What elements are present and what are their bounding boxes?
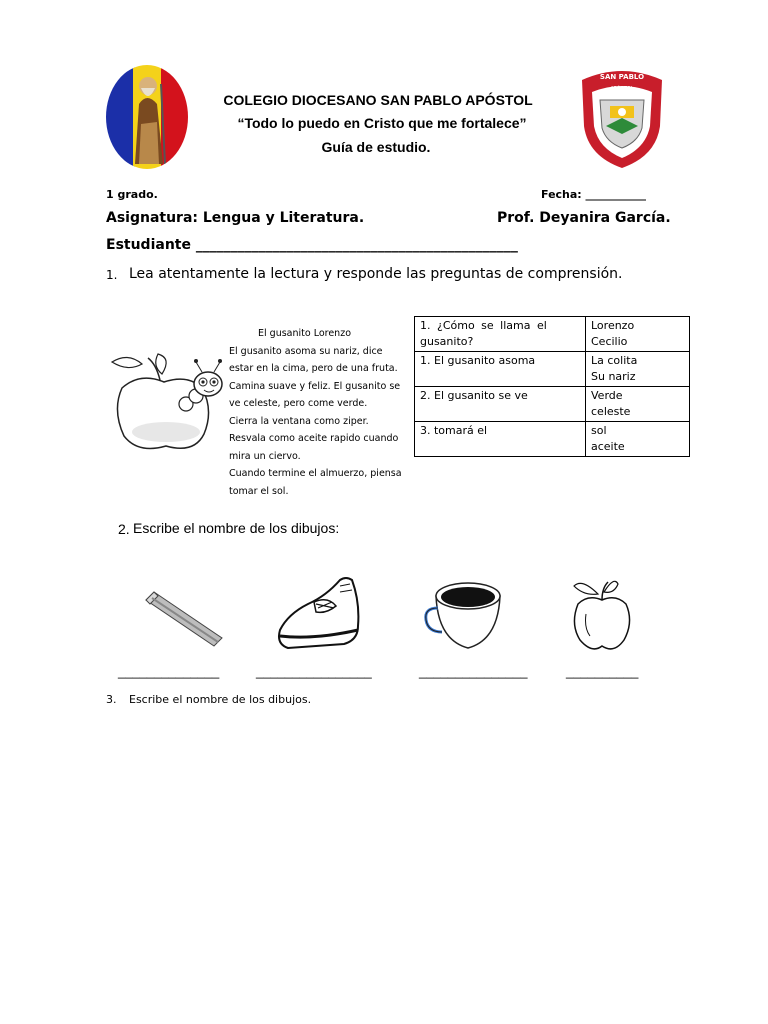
reading-line: Cierra la ventana como ziper. [229,415,369,427]
reading-line: Resvala como aceite rapido cuando [229,433,399,444]
question-text: 3. tomará el [420,424,488,437]
crest-sublabel: APÓSTOL [610,86,634,92]
answer-cell [586,352,690,387]
answer-option: aceite [591,440,625,453]
reading-line: El gusanito asoma su nariz, dice [229,345,383,357]
reading-line: estar en la cima, pero de una fruta. [229,363,398,374]
answer-blank[interactable]: __________ [566,664,639,679]
question-cell [415,422,586,457]
answer-blank[interactable]: ________________ [256,664,372,679]
subject-label: Asignatura: Lengua y Literatura. [106,210,365,226]
question-text: gusanito? [420,335,474,348]
table-row [415,387,690,422]
apple-drawing [568,574,634,652]
reading-line: Cuando termine el almuerzo, piensa [229,468,402,479]
q3-number: 3. [106,693,117,706]
cup-drawing [422,578,510,652]
chalk-drawing [140,588,224,650]
reading-line: Camina suave y feliz. El gusanito se [229,380,401,392]
school-motto: “Todo lo puedo en Cristo que me fortalece” [237,115,527,131]
reading-line: mira un ciervo. [229,450,301,462]
answer-option: celeste [591,405,631,418]
question-cell [415,387,586,422]
q2-instruction: Escribe el nombre de los dibujos: [133,520,340,536]
question-text: 2. El gusanito se ve [420,389,528,402]
crest-label: SAN PABLO [599,73,645,81]
q1-number: 1. [106,268,118,282]
question-cell [415,352,586,387]
apple-worm-illustration [108,350,232,456]
answer-blank[interactable]: _______________ [419,664,528,679]
document-title: Guía de estudio. [321,139,431,155]
answer-option: sol [591,424,607,437]
school-name: COLEGIO DIOCESANO SAN PABLO APÓSTOL [223,92,533,108]
question-cell [415,317,586,352]
answer-cell [586,387,690,422]
student-field: Estudiante ______________________________________________ [106,237,518,253]
reading-title: El gusanito Lorenzo [258,328,352,339]
shoe-drawing [274,574,362,654]
teacher-label: Prof. Deyanira García. [497,210,671,226]
question-text: 1. ¿Cómo se llama el [420,319,547,332]
answer-blank[interactable]: ______________ [118,664,220,679]
q2-number: 2. [118,521,130,537]
reading-passage [229,325,411,500]
answer-option: Cecilio [591,335,628,348]
answer-option: Verde [591,389,623,402]
date-field: Fecha: ___________ [541,188,647,201]
answer-option: Lorenzo [591,319,635,332]
table-row [415,352,690,387]
table-row [415,422,690,457]
answer-option: Su nariz [591,370,636,383]
q1-instruction: Lea atentamente la lectura y responde las preguntas de comprensión. [129,266,623,282]
reading-line: ve celeste, pero come verde. [229,398,368,409]
question-text: 1. El gusanito asoma [420,354,536,367]
answer-cell [586,422,690,457]
answer-cell [586,317,690,352]
grade-label: 1 grado. [106,188,158,201]
comprehension-table [414,316,690,457]
answer-option: La colita [591,354,638,367]
q3-instruction: Escribe el nombre de los dibujos. [129,693,312,706]
table-row [415,317,690,352]
reading-line: tomar el sol. [229,485,289,497]
